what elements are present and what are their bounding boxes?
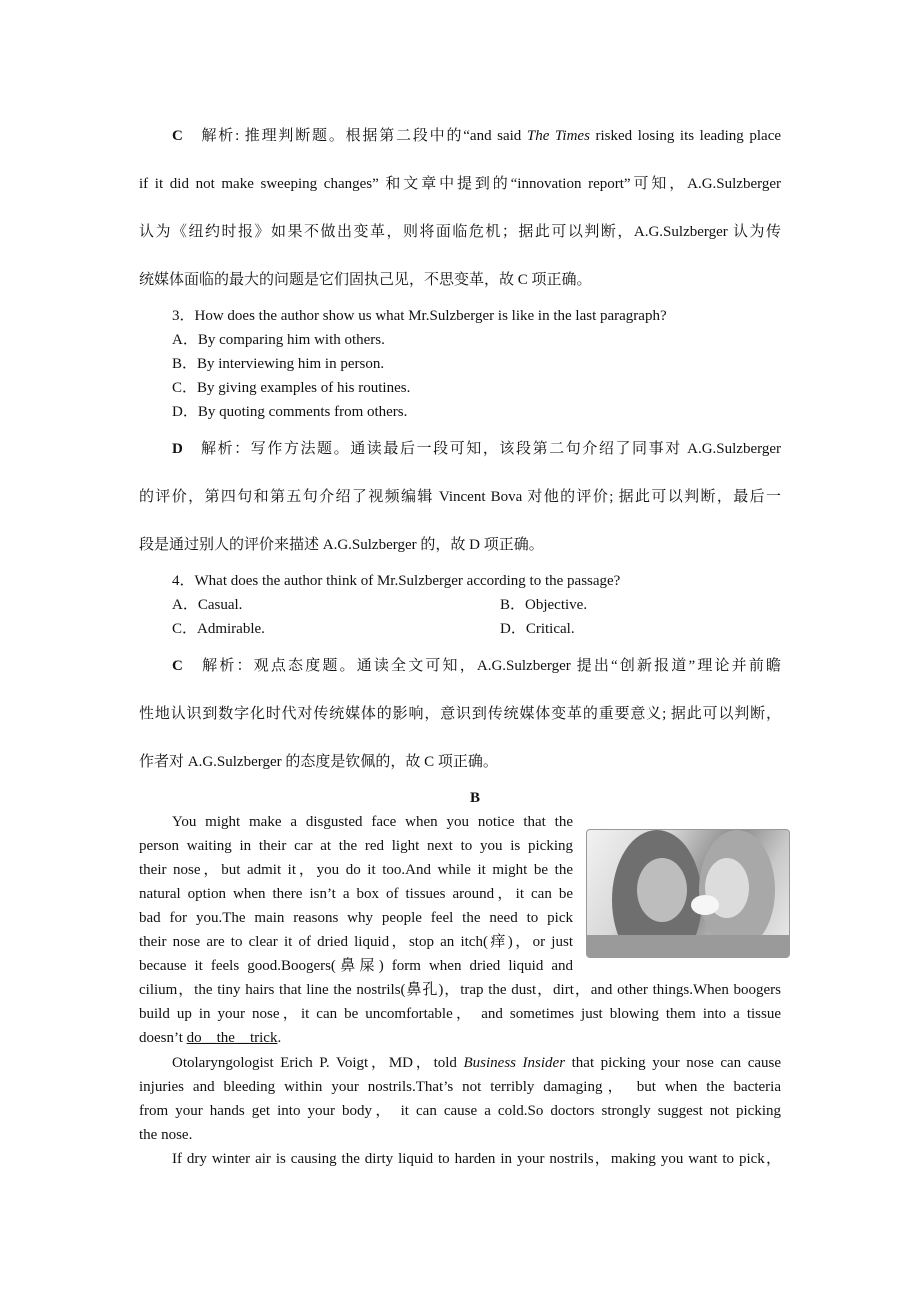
text-segment: if it did not make sweeping changes” 和文章中提到的“innovation report”可知，A.G.Sulzberger bbox=[139, 176, 781, 192]
text-segment: that picking your nose can cause bbox=[565, 1055, 782, 1071]
photo-mother-and-daughter bbox=[586, 829, 790, 958]
answer2-line bbox=[139, 175, 781, 193]
answer3-line bbox=[139, 536, 781, 554]
answer2-line bbox=[139, 271, 781, 289]
text-segment: 认为《纽约时报》如果不做出变革，则将面临危机；据此可以判断，A.G.Sulzberger 认为传 bbox=[139, 224, 781, 240]
question-3-option: D．By quoting comments from others. bbox=[172, 404, 408, 420]
passage-line bbox=[139, 1126, 781, 1144]
passage-line bbox=[139, 957, 573, 975]
text-segment: . bbox=[277, 1030, 282, 1046]
question-3-option: A．By comparing him with others. bbox=[172, 332, 385, 348]
text-segment: 解析：观点态度题。通读全文可知，A.G.Sulzberger 提出“创新报道”理论并前瞻 bbox=[182, 658, 781, 674]
passage-line bbox=[139, 981, 781, 999]
passage-line bbox=[139, 885, 573, 903]
passage-line bbox=[139, 1078, 781, 1096]
text-segment: from your hands get into your body， it can cause a cold.So doctors strongly suggest not picking bbox=[139, 1103, 781, 1119]
answer2-line bbox=[139, 223, 781, 241]
passage-line bbox=[139, 1029, 781, 1047]
passage-line bbox=[172, 1054, 781, 1072]
text-segment: 段是通过别人的评价来描述 A.G.Sulzberger 的，故 D 项正确。 bbox=[139, 537, 544, 553]
text-segment: 的评价，第四句和第五句介绍了视频编辑 Vincent Bova 对他的评价; 据此可以判断，最后一 bbox=[139, 489, 781, 505]
question-4-option: B．Objective. bbox=[500, 597, 588, 613]
text-segment: cilium，the tiny hairs that line the nostrils(鼻孔)，trap the dust，dirt，and other things.When boogers bbox=[139, 982, 781, 998]
answer-letter: C bbox=[172, 128, 183, 144]
answer3-line bbox=[139, 488, 781, 506]
answer3-line bbox=[172, 440, 781, 458]
text-segment: 解析: 推理判断题。根据第二段中的“and said bbox=[182, 128, 527, 144]
text-segment: risked losing its leading place bbox=[589, 128, 782, 144]
text-segment: injuries and bleeding within your nostrils.That’s not terribly damaging， but when the bacteria bbox=[139, 1079, 781, 1095]
question-3-option: C．By giving examples of his routines. bbox=[172, 380, 411, 396]
text-segment: If dry winter air is causing the dirty liquid to harden in your nostrils，making you want to pick， bbox=[172, 1151, 781, 1167]
text-segment: their nose，but admit it，you do it too.And while it might be the bbox=[139, 862, 573, 878]
photo-illustration-icon bbox=[587, 830, 789, 957]
text-segment: 解析：写作方法题。通读最后一段可知，该段第二句介绍了同事对 A.G.Sulzberger bbox=[182, 441, 781, 457]
text-segment: 作者对 A.G.Sulzberger 的态度是钦佩的，故 C 项正确。 bbox=[139, 754, 498, 770]
underlined-phrase: do__the__trick bbox=[186, 1030, 278, 1046]
answer2-line bbox=[172, 127, 781, 145]
passage-line bbox=[139, 1005, 781, 1023]
text-segment: doesn’t bbox=[139, 1030, 187, 1046]
question-4-stem: 4．What does the author think of Mr.Sulzberger according to the passage? bbox=[172, 573, 621, 589]
text-segment: their nose are to clear it of dried liquid，stop an itch(痒)，or just bbox=[139, 934, 573, 950]
answer4-line bbox=[172, 657, 781, 675]
text-segment: Otolaryngologist Erich P. Voigt，MD，told bbox=[172, 1055, 464, 1071]
answer4-line bbox=[139, 705, 781, 723]
passage-line bbox=[139, 933, 573, 951]
text-segment: build up in your nose，it can be uncomfortable， and sometimes just blowing them into a tissue bbox=[139, 1006, 781, 1022]
passage-line bbox=[139, 837, 573, 855]
answer-letter: D bbox=[172, 441, 183, 457]
text-segment: 统媒体面临的最大的问题是它们固执己见，不思变革，故 C 项正确。 bbox=[139, 272, 592, 288]
text-segment: natural option when there isn’t a box of tissues around，it can be bbox=[139, 886, 573, 902]
text-segment: because it feels good.Boogers(鼻屎) form when dried liquid and bbox=[139, 958, 573, 974]
passage-line bbox=[139, 909, 573, 927]
question-4-option: D．Critical. bbox=[500, 621, 575, 637]
answer-letter: C bbox=[172, 658, 183, 674]
italic-title: The Times bbox=[526, 128, 590, 144]
question-3-option: B．By interviewing him in person. bbox=[172, 356, 385, 372]
text-segment: You might make a disgusted face when you notice that the bbox=[172, 814, 573, 830]
question-4-option: A．Casual. bbox=[172, 597, 243, 613]
text-segment: 性地认识到数字化时代对传统媒体的影响，意识到传统媒体变革的重要意义; 据此可以判断， bbox=[139, 706, 781, 722]
answer4-line bbox=[139, 753, 781, 771]
text-segment: bad for you.The main reasons why people feel the need to pick bbox=[139, 910, 573, 926]
text-segment: person waiting in their car at the red light next to you is picking bbox=[139, 838, 573, 854]
italic-title: Business Insider bbox=[463, 1055, 566, 1071]
passage-line bbox=[139, 1102, 781, 1120]
question-3-stem: 3．How does the author show us what Mr.Sulzberger is like in the last paragraph? bbox=[172, 308, 667, 324]
text-segment: the nose. bbox=[139, 1127, 193, 1143]
passage-line bbox=[172, 1150, 781, 1168]
passage-line bbox=[172, 813, 573, 831]
section-heading: B bbox=[470, 790, 481, 806]
passage-line bbox=[139, 861, 573, 879]
question-4-option: C．Admirable. bbox=[172, 621, 265, 637]
